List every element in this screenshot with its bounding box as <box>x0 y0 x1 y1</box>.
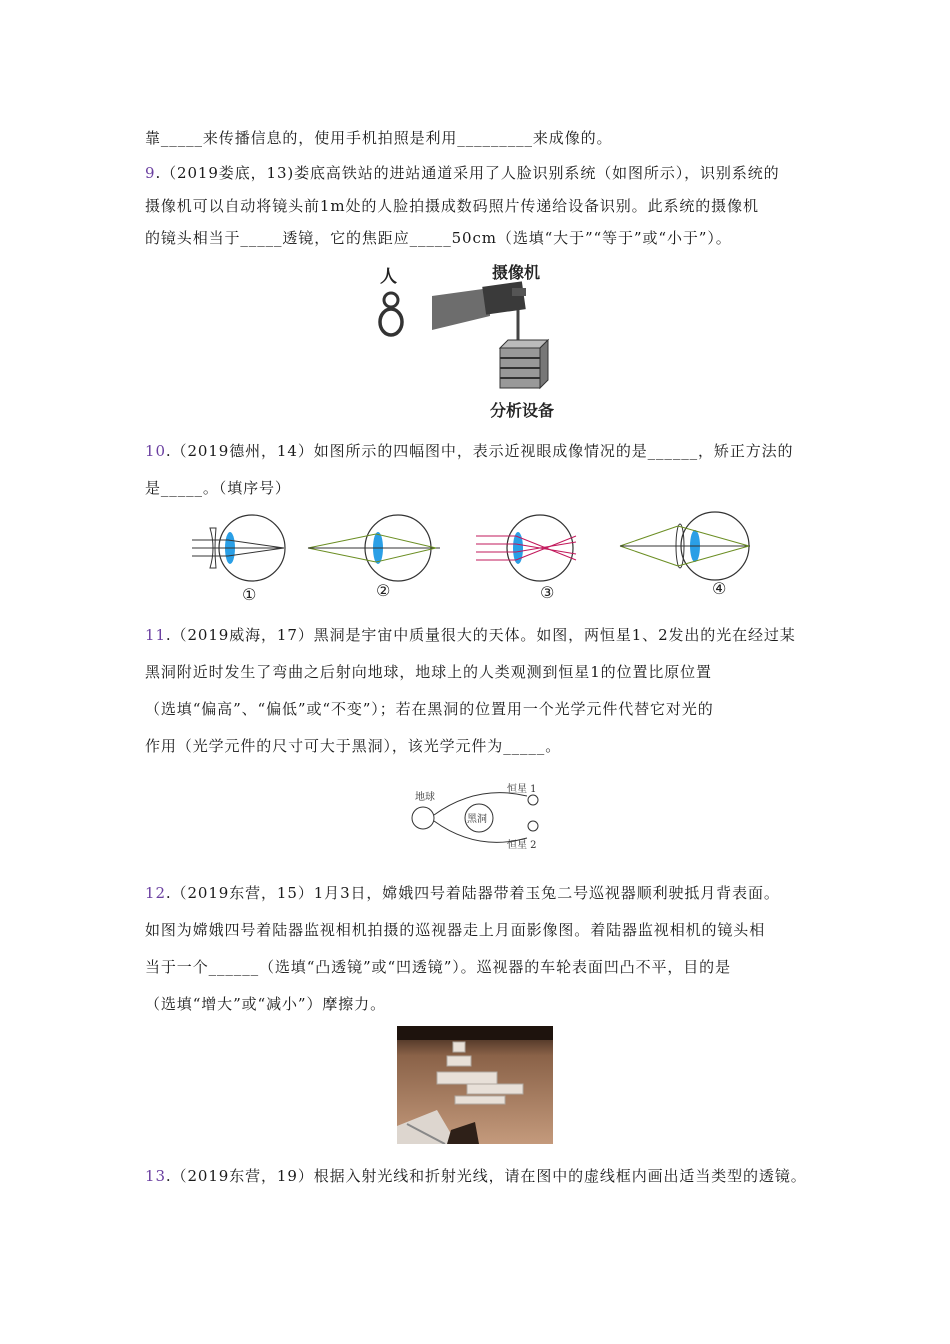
q10-line-1: 10.（2019德州，14）如图所示的四幅图中，表示近视眼成像情况的是______，矫正方法的 <box>145 442 794 460</box>
q11-line-1: 11.（2019威海，17）黑洞是宇宙中质量很大的天体。如图，两恒星1、2发出的光在经过某 <box>145 626 796 644</box>
q9-line-1: 9.（2019娄底，13)娄底高铁站的进站通道采用了人脸识别系统（如图所示），识别系统的 <box>145 164 780 182</box>
q12-line-4: （选填“增大”或“减小”）摩擦力。 <box>145 995 386 1013</box>
eye-diagram-4 <box>620 512 750 598</box>
q11-line-2: 黑洞附近时发生了弯曲之后射向地球，地球上的人类观测到恒星1的位置比原位置 <box>145 663 712 681</box>
q9-figure-face-recognition <box>372 258 572 423</box>
eye-diagram-1 <box>192 515 285 604</box>
q9-line-2: 摄像机可以自动将镜头前1m处的人脸拍摄成数码照片传递给设备识别。此系统的摄像机 <box>145 197 759 215</box>
q11-number: 11 <box>145 626 166 644</box>
q8-tail-line: 靠_____来传播信息的，使用手机拍照是利用_________来成像的。 <box>145 129 613 147</box>
blackhole-label: 黑洞 <box>467 814 487 825</box>
camera-label: 摄像机 <box>492 265 541 282</box>
q12-figure-moon-rover-photo <box>397 1026 553 1144</box>
q9-number: 9 <box>145 164 156 182</box>
q13-line-1: 13.（2019东营，19）根据入射光线和折射光线，请在图中的虚线框内画出适当类型的透镜。 <box>145 1167 807 1185</box>
label-4: ④ <box>712 579 727 598</box>
eye-diagram-2 <box>308 515 440 600</box>
q11-figure-blackhole <box>405 778 555 852</box>
analysis-device-icon <box>500 340 548 388</box>
q12-number: 12 <box>145 884 166 902</box>
q10-line-2: 是_____。（填序号） <box>145 479 291 497</box>
eye-diagram-3 <box>476 515 576 602</box>
label-1: ① <box>242 585 257 604</box>
q10-number: 10 <box>145 442 166 460</box>
label-2: ② <box>376 581 391 600</box>
person-label: 人 <box>380 267 397 286</box>
q13-number: 13 <box>145 1167 166 1185</box>
q10-figure-eyes <box>180 510 770 605</box>
q11-line-4: 作用（光学元件的尺寸可大于黑洞），该光学元件为_____。 <box>145 737 562 755</box>
earth-label: 地球 <box>415 792 435 803</box>
q9-line-3: 的镜头相当于_____透镜，它的焦距应_____50cm（选填“大于”“等于”或“小于”）。 <box>145 229 732 247</box>
star2-label: 恒星 2 <box>507 840 537 851</box>
person-icon <box>380 293 402 335</box>
q12-line-1: 12.（2019东营，15）1月3日，嫦娥四号着陆器带着玉兔二号巡视器顺利驶抵月背表面。 <box>145 884 780 902</box>
q12-line-2: 如图为嫦娥四号着陆器监视相机拍摄的巡视器走上月面影像图。着陆器监视相机的镜头相 <box>145 921 766 939</box>
device-label: 分析设备 <box>490 403 555 420</box>
q11-line-3: （选填“偏高”、“偏低”或“不变”）；若在黑洞的位置用一个光学元件代替它对光的 <box>145 700 714 718</box>
star1-label: 恒星 1 <box>507 784 537 795</box>
q12-line-3: 当于一个______（选填“凸透镜”或“凹透镜”）。巡视器的车轮表面凹凸不平，目的是 <box>145 958 731 976</box>
camera-icon <box>432 281 526 330</box>
label-3: ③ <box>540 583 555 602</box>
